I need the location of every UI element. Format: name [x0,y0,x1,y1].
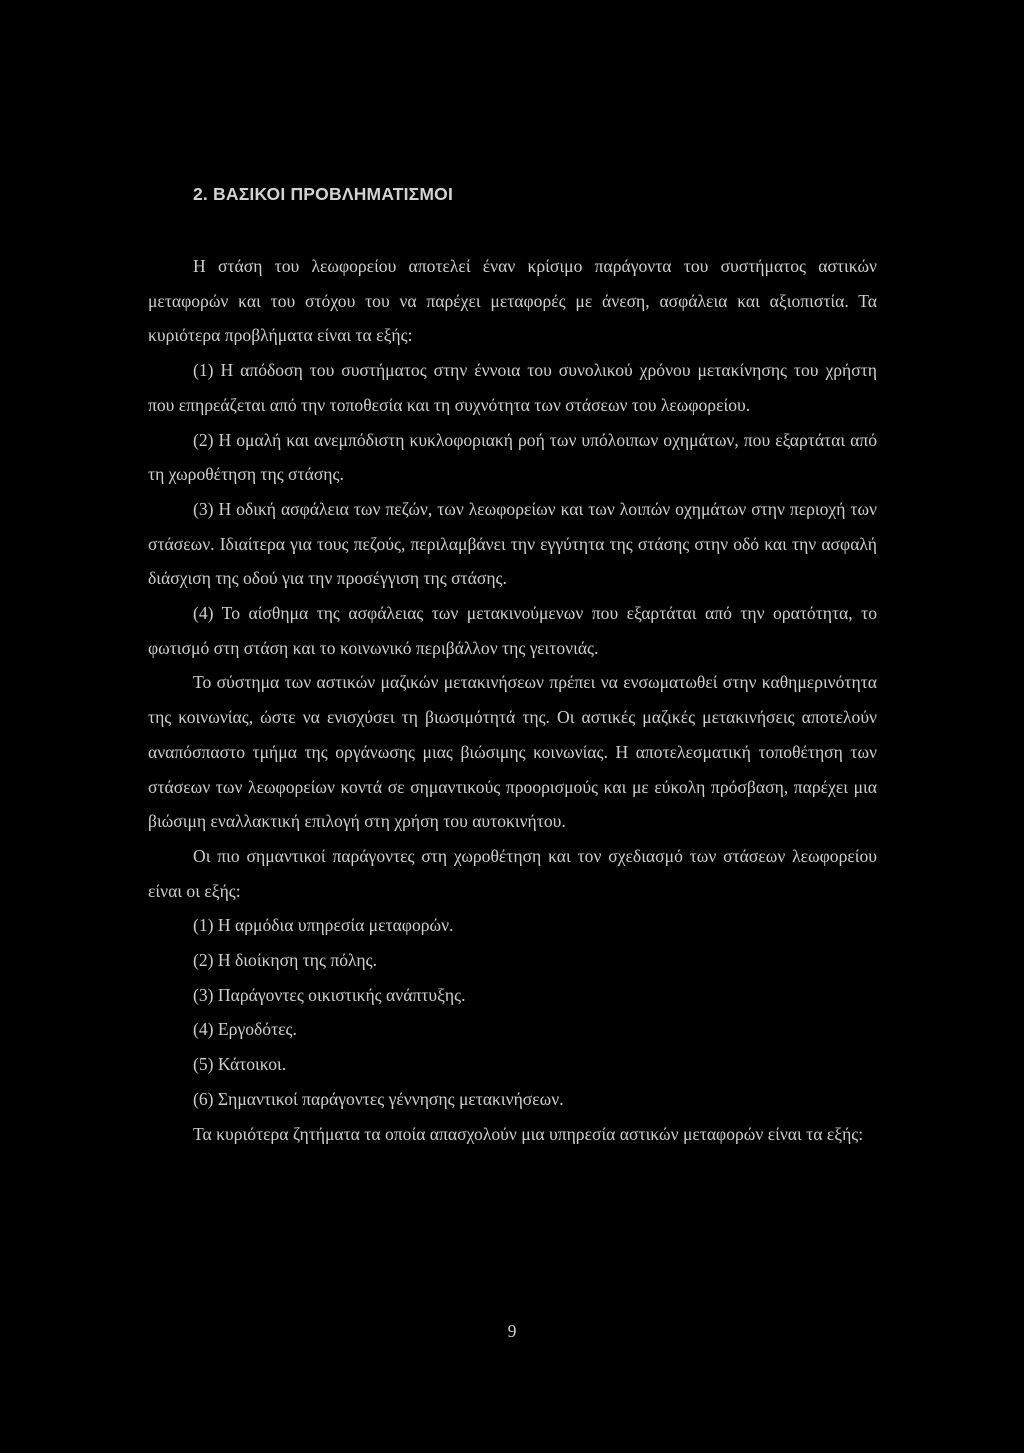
list-item-factor-1: (1) Η αρμόδια υπηρεσία μεταφορών. [193,915,454,936]
paragraph-problem-3: (3) Η οδική ασφάλεια των πεζών, των λεωφορείων και των λοιπών οχημάτων στην περιοχή των στάσεων. Ιδιαίτερα για τους πεζούς, περιλαμβάνει την εγγύτητα της στάσης στην οδό και την ασφαλή διάσχιση της οδού για την προσέγγιση της στάσης. [148,498,877,589]
paragraph-problem-1: (1) Η απόδοση του συστήματος στην έννοια του συνολικού χρόνου μετακίνησης του χρήστη που επηρεάζεται από την τοποθεσία και τη συχνότητα των στάσεων του λεωφορείου. [148,360,877,415]
section-body [148,249,877,1151]
paragraph-problem-2: (2) Η ομαλή και ανεμπόδιστη κυκλοφοριακή ροή των υπόλοιπων οχημάτων, που εξαρτάται από τη χωροθέτηση της στάσης. [148,429,877,485]
list-item-factor-5: (5) Κάτοικοι. [193,1054,287,1075]
list-item-factor-6: (6) Σημαντικοί παράγοντες γέννησης μετακινήσεων. [193,1088,564,1109]
list-item-factor-2: (2) Η διοίκηση της πόλης. [193,950,377,971]
page-number: 9 [507,1321,517,1341]
paragraph-closing: Τα κυριότερα ζητήματα τα οποία απασχολούν μια υπηρεσία αστικών μεταφορών είναι τα εξής: [193,1123,864,1144]
list-item-factor-4: (4) Εργοδότες. [193,1019,297,1040]
paragraph-sustainability: Το σύστημα των αστικών μαζικών μετακινήσεων πρέπει να ενσωματωθεί στην καθημερινότητα της κοινωνίας, ώστε να ενισχύσει τη βιωσιμότητά της. Οι αστικές μαζικές μετακινήσεις αποτελούν αναπόσπαστο τμήμα της οργάνωσης μιας βιώσιμης κοινωνίας. Η αποτελεσματική τοποθέτηση των στάσεων των λεωφορείων κοντά σε σημαντικούς προορισμούς και με εύκολη πρόσβαση, παρέχει μια βιώσιμη εναλλακτική επιλογή στη χρήση του αυτοκινήτου. [148,672,877,832]
section-heading: 2. ΒΑΣΙΚΟΙ ΠΡΟΒΛΗΜΑΤΙΣΜΟΙ [193,184,454,204]
paragraph-intro: Η στάση του λεωφορείου αποτελεί έναν κρίσιμο παράγοντα του συστήματος αστικών μεταφορών και του στόχου του να παρέχει μεταφορές με άνεση, ασφάλεια και αξιοπιστία. Τα κυριότερα προβλήματα είναι τα εξής: [148,256,877,346]
list-item-factor-3: (3) Παράγοντες οικιστικής ανάπτυξης. [193,984,466,1005]
paragraph-factors-intro: Οι πιο σημαντικοί παράγοντες στη χωροθέτηση και τον σχεδιασμό των στάσεων λεωφορείου είναι οι εξής: [148,845,877,901]
paragraph-problem-4: (4) Το αίσθημα της ασφάλειας των μετακινούμενων που εξαρτάται από την ορατότητα, το φωτισμό στη στάση και το κοινωνικό περιβάλλον της γειτονιάς. [148,603,877,658]
